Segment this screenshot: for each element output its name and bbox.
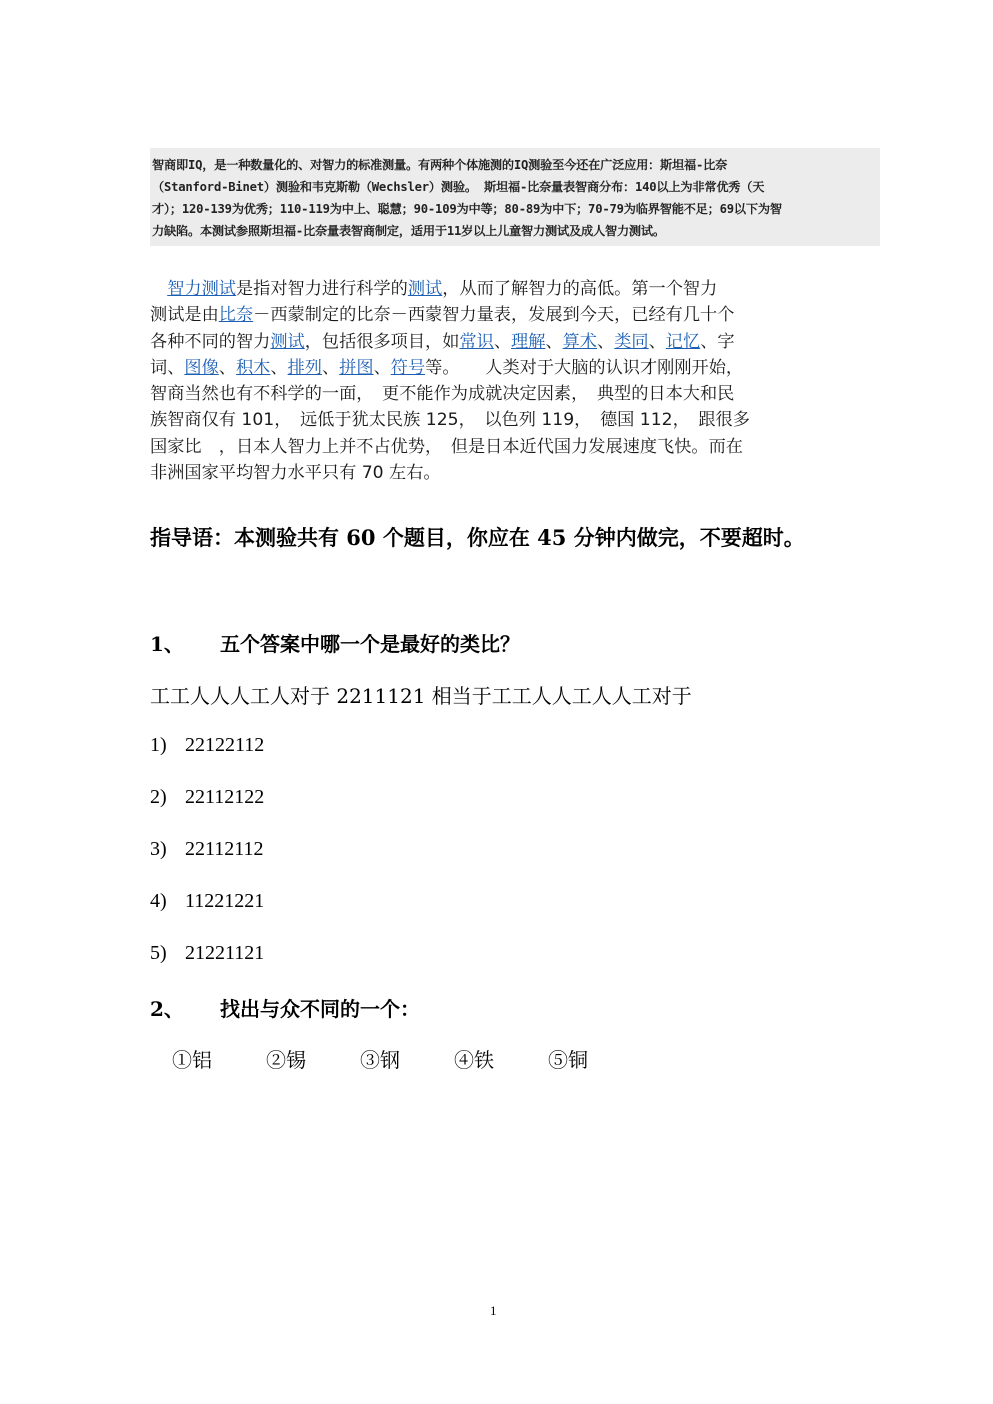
link-test-2[interactable]: 测试: [270, 331, 305, 352]
intro-line: 力缺陷。本测试参照斯坦福-比奈量表智商制定，适用于11岁以上儿童智力测试及成人智力测试。: [152, 224, 665, 238]
paragraph-line: [150, 355, 850, 381]
paragraph-line: 智商当然也有不科学的一面， 更不能作为成就决定因素， 典型的日本大和民: [150, 384, 735, 405]
text: 测试是由: [150, 305, 219, 326]
intro-image-text: [150, 148, 880, 246]
option-5: [150, 942, 264, 965]
page-number: 1: [490, 1303, 497, 1318]
text: 是指对智力进行科学的: [235, 279, 408, 299]
text: 、: [218, 357, 236, 378]
option-2: [150, 786, 264, 809]
option-value: 11221221: [185, 890, 265, 912]
choice: ⑤铜: [548, 1048, 588, 1072]
link-arithmetic[interactable]: 算术: [562, 331, 597, 352]
link-blocks[interactable]: 积木: [235, 357, 271, 378]
question-1-heading: [150, 628, 520, 657]
text: 、: [493, 331, 512, 352]
link-comprehension[interactable]: 理解: [511, 331, 546, 352]
option-value: 21221121: [185, 942, 265, 964]
text: 、: [648, 331, 666, 352]
link-puzzle[interactable]: 拼图: [339, 357, 374, 378]
question-2-choices: [172, 1044, 588, 1073]
paragraph-line: 非洲国家平均智力水平只有 70 左右。: [150, 463, 441, 484]
link-arrangement[interactable]: 排列: [287, 357, 322, 378]
text: －西蒙制定的比奈－西蒙智力量表，发展到今天，已经有几十个: [253, 305, 735, 326]
paragraph-line: [150, 276, 850, 302]
link-image[interactable]: 图像: [184, 357, 219, 378]
question-1-text: 工工人人人工人对于 2211121 相当于工工人人工人人工对于: [150, 684, 692, 708]
option-3: [150, 838, 264, 861]
choice: ①铝: [172, 1048, 212, 1072]
text: 、: [373, 357, 391, 378]
question-number: 2、: [150, 997, 184, 1021]
text: ，包括很多项目，如: [304, 331, 460, 352]
option-value: 22112112: [185, 838, 264, 860]
option-number: 3): [150, 838, 167, 860]
intro-line: 才）；120-139为优秀；110-119为中上、聪慧；90-109为中等；80-89为中下；70-79为临界智能不足；69以下为智: [152, 202, 782, 216]
option-1: [150, 734, 264, 757]
link-symbol[interactable]: 符号: [390, 357, 426, 378]
link-similarities[interactable]: 类同: [614, 331, 649, 352]
choice: ②锡: [266, 1048, 306, 1072]
paragraph-line: 族智商仅有 101， 远低于犹太民族 125， 以色列 119， 德国 112， 跟很多: [150, 410, 750, 431]
text: ，从而了解智力的高低。第一个智力: [442, 279, 718, 299]
link-binet[interactable]: 比奈: [218, 305, 254, 326]
link-memory[interactable]: 记忆: [665, 331, 701, 352]
text: 、: [270, 357, 288, 378]
choice: ④铁: [454, 1048, 494, 1072]
link-iq-test[interactable]: 智力测试: [167, 279, 236, 299]
option-value: 22122112: [185, 734, 265, 756]
option-value: 22112122: [185, 786, 265, 808]
text: 各种不同的智力: [150, 331, 271, 352]
option-number: 1): [150, 734, 167, 756]
paragraph-line: [150, 302, 850, 328]
intro-line: （Stanford-Binet）测验和韦克斯勒（Wechsler）测验。 斯坦福-比奈量表智商分布：140以上为非常优秀（天: [152, 180, 765, 194]
question-number: 1、: [150, 632, 184, 656]
option-4: [150, 890, 264, 913]
text: 词、: [150, 357, 185, 378]
question-title: 五个答案中哪一个是最好的类比？: [220, 632, 520, 656]
question-2-heading: [150, 993, 420, 1022]
paragraph-line: 国家比 ，日本人智力上并不占优势， 但是日本近代国力发展速度飞快。而在: [150, 436, 743, 457]
option-number: 4): [150, 890, 167, 912]
instructions: 指导语：本测验共有 60 个题目，你应在 45 分钟内做完，不要超时。: [150, 525, 805, 550]
intro-line: 智商即IQ，是一种数量化的、对智力的标准测量。有两种个体施测的IQ测验至今还在广泛应用：斯坦福-比奈: [152, 158, 728, 172]
choice: ③钢: [360, 1048, 400, 1072]
option-number: 5): [150, 942, 167, 964]
paragraph-line: [150, 329, 850, 355]
intro-paragraph: [150, 276, 850, 486]
link-test[interactable]: 测试: [407, 279, 443, 299]
option-number: 2): [150, 786, 167, 808]
text: 、: [597, 331, 615, 352]
text: 、字: [700, 331, 735, 352]
text: 等。 人类对于大脑的认识才刚刚开始，: [425, 357, 744, 378]
link-common-sense[interactable]: 常识: [459, 331, 494, 352]
question-title: 找出与众不同的一个：: [220, 997, 420, 1021]
text: 、: [545, 331, 563, 352]
text: 、: [321, 357, 340, 378]
